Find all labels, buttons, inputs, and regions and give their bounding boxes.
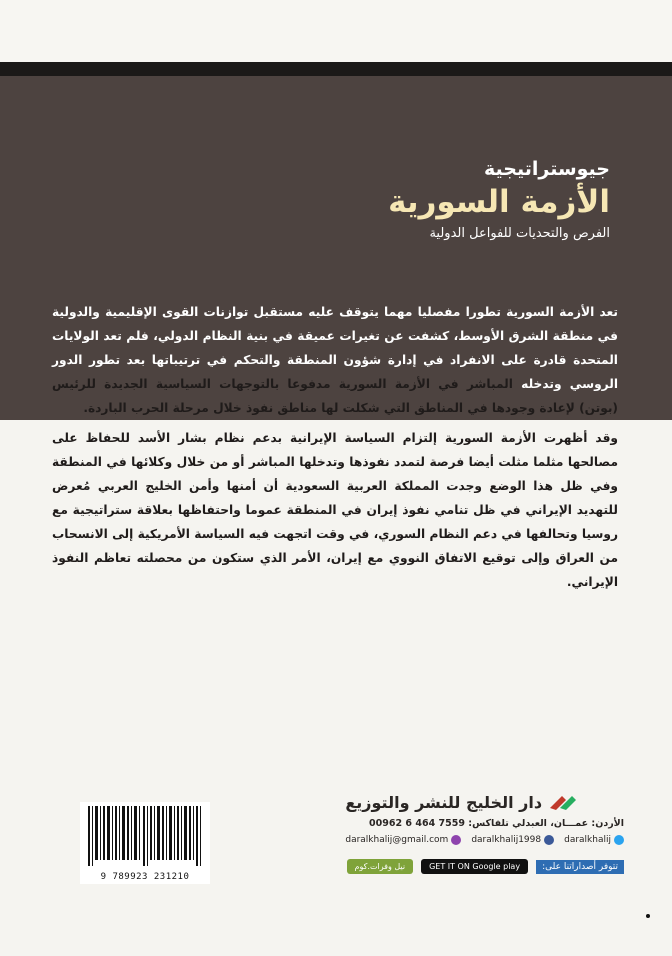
twitter-icon <box>614 835 624 845</box>
twitter-contact[interactable] <box>564 835 624 845</box>
blurb-paragraph-1-light: تعد الأزمة السورية تطورا مفصليا مهما يتوقف عليه مستقبل توازنات القوى الإقليمية والدولية في منطقة الشرق الأوسط، كشفت عن تغيرات عميقة في بنية النظام الدولي، فلم تعد الولايات المتحدة قادرة على الانفراد في إدارة شؤون المنطقة والتحكم في ترتيباتها بعد تطور الدور الروسي وتدخله <box>52 305 619 391</box>
publisher-logo-icon <box>548 790 578 814</box>
top-black-band <box>0 62 672 76</box>
isbn-number: 9 789923 231210 <box>100 872 190 882</box>
publisher-name: دار الخليج للنشر والتوزيع <box>345 792 543 812</box>
facebook-icon <box>544 835 554 845</box>
blurb-paragraph-1-dark: المباشر في الأزمة السورية مدفوعا بالتوجهات السياسية الجديدة للرئيس (بوتن) لإعادة وجودها في المناطق التي شكلت لها مناطق نفوذ خلال مرحلة الحرب الباردة. <box>52 377 618 415</box>
book-subtitle: الفرص والتحديات للفواعل الدولية <box>429 226 610 241</box>
corner-dot <box>646 914 650 918</box>
blurb <box>52 300 618 594</box>
publisher-address: الأردن: عمـــان، العبدلي تلفاكس: 7559 464 6 00962 <box>369 818 624 829</box>
blurb-paragraph-2: وقد أظهرت الأزمة السورية إلتزام السياسة الإيرانية بدعم نظام بشار الأسد للحفاظ على مصالحها مثلما مثلت أيضا فرصة لتمدد نفوذها وتدخلها المباشر أو من خلال وكلائها في المنطقة وفي ظل هذا الوضع وجدت المملكة العربية السعودية أن أمنها وأمن الخليج العربي مُعرض للتهديد الإيراني في ظل تنامي نفوذ إيران في المنطقة عموما واحتفاظها بعلاقة ستراتيجية مع روسيا وتحالفها في دعم النظام السوري، في وقت اتجهت فيه السياسة الأمريكية إلى الانسحاب من العراق وإلى توقيع الاتفاق النووي مع إيران، الأمر الذي ستكون من محصلته تعاظم النفوذ الإيراني. <box>52 431 618 589</box>
publisher-block <box>345 790 624 874</box>
barcode-bars <box>86 806 204 866</box>
email-address: daralkhalij@gmail.com <box>345 835 449 845</box>
blurb-paragraph-1 <box>52 300 618 420</box>
google-play-badge[interactable]: GET IT ON Google play <box>421 859 528 874</box>
availability-label: تتوفر أصداراتنا على: <box>536 860 624 874</box>
twitter-handle: daralkhalij <box>564 835 611 845</box>
title-block <box>190 158 610 241</box>
book-title: الأزمة السورية <box>388 184 610 220</box>
series-label: جيوستراتيجية <box>484 158 610 180</box>
email-icon <box>451 835 461 845</box>
facebook-contact[interactable] <box>471 835 554 845</box>
publisher-contacts <box>345 835 624 845</box>
top-strip <box>0 0 672 62</box>
facebook-handle: daralkhalij1998 <box>471 835 542 845</box>
neelwafurat-badge[interactable]: نيل وفرات.كوم <box>347 859 414 874</box>
email-contact[interactable] <box>345 835 461 845</box>
publisher-row <box>345 790 624 814</box>
barcode <box>80 802 210 884</box>
store-badges <box>345 859 624 874</box>
